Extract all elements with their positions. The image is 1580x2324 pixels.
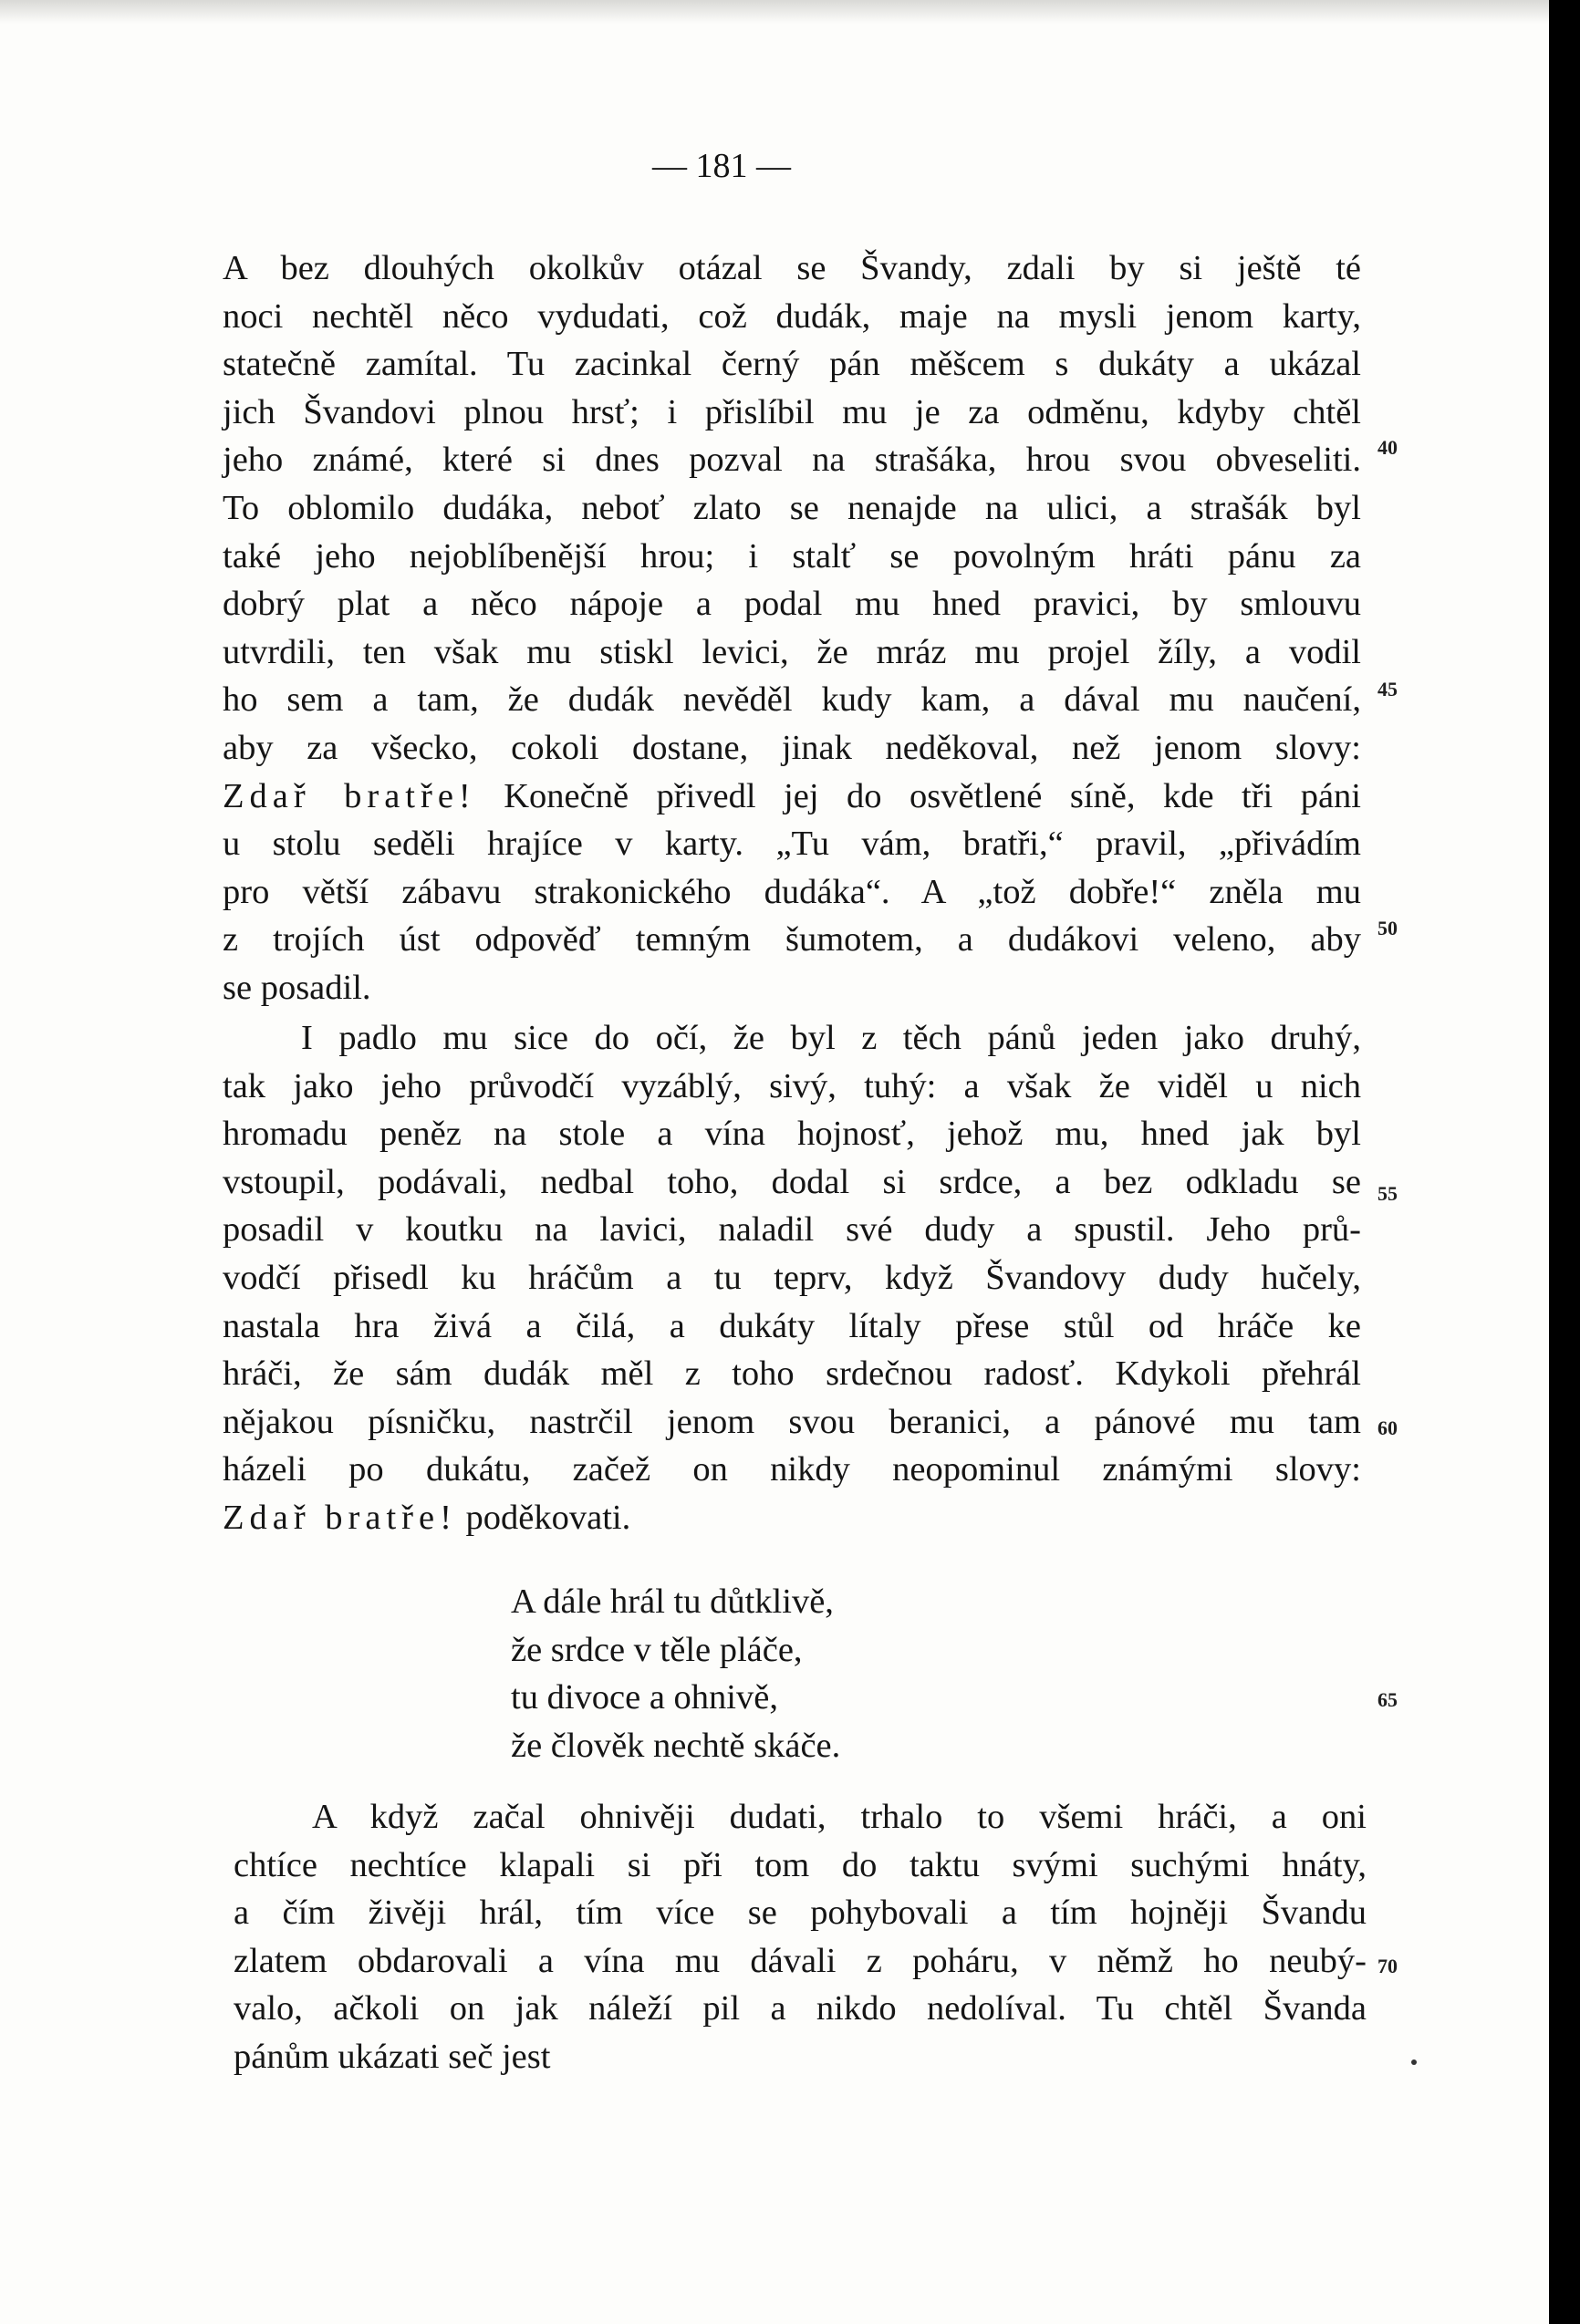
scan-edge-shadow (0, 0, 1549, 24)
text-line: vstoupil, podávali, nedbal toho, dodal si srdce, a bez odkladu se (223, 1162, 1361, 1201)
margin-line-number: 40 (1377, 436, 1398, 459)
text-line: se posadil. (223, 968, 371, 1007)
text-line: hromadu peněz na stole a vína hojnosť, jehož mu, hned jak byl (223, 1115, 1361, 1154)
text-line-with-spaced-phrase (223, 1494, 1361, 1542)
poem-line: že člověk nechtě skáče. (511, 1726, 841, 1765)
spaced-phrase: Zdař bratře! (223, 776, 476, 815)
poem-line: A dále hrál tu důtklivě, (511, 1582, 834, 1621)
text-line: chtíce nechtíce klapali si při tom do taktu svými suchými hnáty, (234, 1845, 1367, 1884)
text-line: a čím živěji hrál, tím více se pohybovali a tím hojněji Švandu (234, 1893, 1367, 1933)
poem-line: že srdce v těle pláče, (511, 1630, 803, 1669)
text-line: házeli po dukátu, začež on nikdy neopominul známými slovy: (223, 1450, 1361, 1489)
ink-speck (1411, 2059, 1417, 2065)
text-line: tak jako jeho průvodčí vyzáblý, sivý, tuhý: a však že viděl u nich (223, 1066, 1361, 1105)
scan-border (1549, 0, 1580, 2324)
text-line: nějakou písničku, nastrčil jenom svou beranici, a pánové mu tam (223, 1402, 1361, 1441)
margin-line-number: 65 (1377, 1688, 1398, 1711)
text-line: statečně zamítal. Tu zacinkal černý pán měšcem s dukáty a ukázal (223, 345, 1361, 384)
margin-line-number: 60 (1377, 1416, 1398, 1439)
page-number: — 181 — (652, 147, 791, 185)
margin-line-number: 45 (1377, 678, 1398, 700)
text-line: A bez dlouhých okolkův otázal se Švandy, zdali by si ještě té (223, 249, 1361, 287)
text-line: noci nechtěl něco vydudati, což dudák, maje na mysli jenom karty, (223, 296, 1361, 336)
paragraph-2 (223, 1014, 1361, 1542)
paragraph-1 (223, 244, 1361, 1012)
text-line: valo, ačkoli on jak náleží pil a nikdo nedolíval. Tu chtěl Švanda (234, 1989, 1367, 2028)
text-line: jich Švandovi plnou hrsť; i přislíbil mu je za odměnu, kdyby chtěl (223, 392, 1361, 431)
text-line: u stolu seděli hrajíce v karty. „Tu vám, bratři,“ pravil, „přivádím (223, 825, 1361, 864)
text-line: dobrý plat a něco nápoje a podal mu hned pravici, by smlouvu (223, 585, 1361, 624)
text-line: posadil v koutku na lavici, naladil své dudy a spustil. Jeho prů- (223, 1210, 1361, 1250)
text-line: ho sem a tam, že dudák nevěděl kudy kam, a dával mu naučení, (223, 680, 1361, 720)
text-line: A když začal ohnivěji dudati, trhalo to všemi hráči, a oni (312, 1798, 1367, 1836)
text-line: pro větší zábavu strakonického dudáka“. A „tož dobře!“ zněla mu (223, 872, 1361, 911)
text-line: pánům ukázati seč jest (234, 2037, 551, 2076)
text-line: To oblomilo dudáka, neboť zlato se nenajde na ulici, a strašák byl (223, 488, 1361, 527)
text-line: z trojích úst odpověď temným šumotem, a dudákovi veleno, aby (223, 920, 1361, 960)
text-line-rest: Konečně přivedl jej do osvětlené síně, kde tři páni (475, 776, 1361, 815)
text-line: nastala hra živá a čilá, a dukáty lítaly přese stůl od hráče ke (223, 1306, 1361, 1345)
poem-line: tu divoce a ohnivě, (511, 1678, 778, 1717)
text-line: zlatem obdarovali a vína mu dávali z poháru, v němž ho neubý- (234, 1941, 1367, 1980)
text-line-rest: poděkovati. (456, 1498, 631, 1537)
text-line: aby za všecko, cokoli dostane, jinak neděkoval, než jenom slovy: (223, 728, 1361, 767)
margin-line-number: 70 (1377, 1955, 1398, 1977)
margin-line-number: 55 (1377, 1182, 1398, 1205)
text-line: jeho známé, které si dnes pozval na strašáka, hrou svou obveseliti. (223, 441, 1361, 480)
text-line: utvrdili, ten však mu stiskl levici, že mráz mu projel žíly, a vodil (223, 632, 1361, 671)
text-line: hráči, že sám dudák měl z toho srdečnou radosť. Kdykoli přehrál (223, 1354, 1361, 1394)
text-line: vodčí přisedl ku hráčům a tu teprv, když Švandovy dudy hučely, (223, 1258, 1361, 1297)
margin-line-number: 50 (1377, 917, 1398, 939)
text-line: I padlo mu sice do očí, že byl z těch pánů jeden jako druhý, (301, 1019, 1361, 1057)
text-line-with-spaced-phrase (223, 773, 1361, 821)
text-line: také jeho nejoblíbenější hrou; i stalť se povolným hráti pánu za (223, 536, 1361, 576)
poem-stanza (511, 1578, 840, 1769)
spaced-phrase: Zdař bratře! (223, 1498, 457, 1537)
paragraph-3 (234, 1793, 1367, 2081)
